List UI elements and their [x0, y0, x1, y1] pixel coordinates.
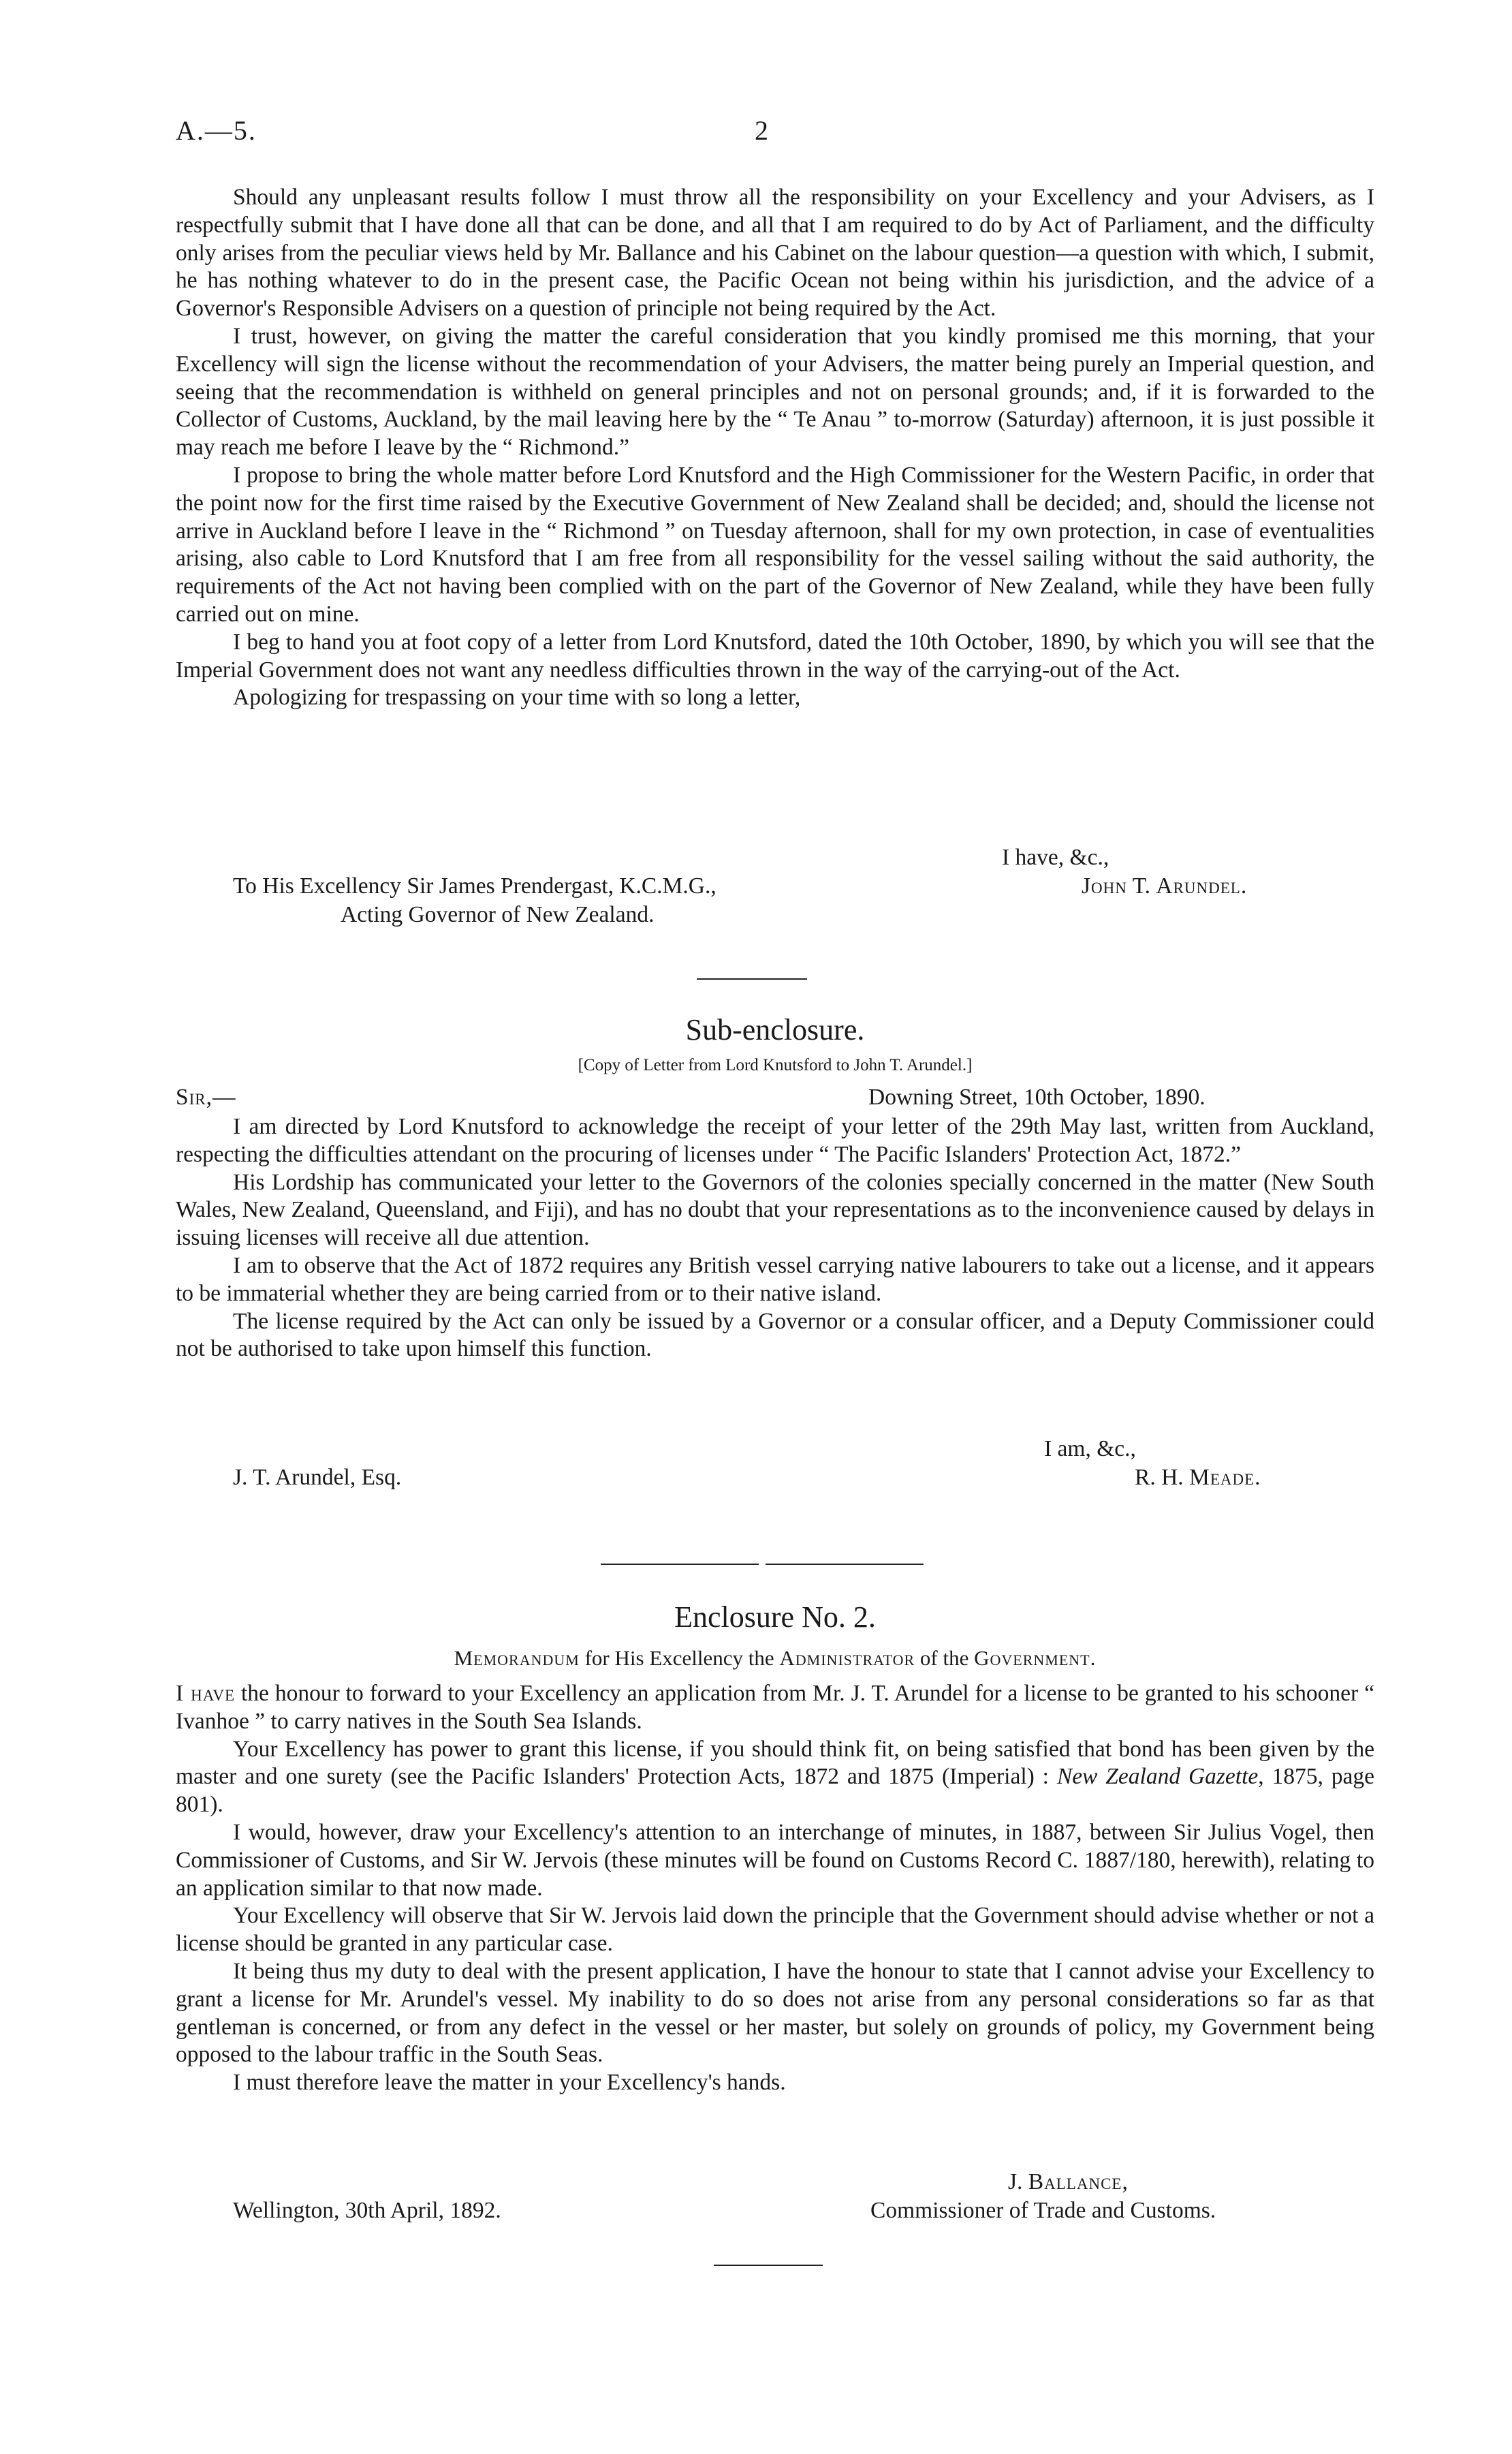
memo-signature: J. Ballance, [1008, 2169, 1129, 2194]
letter-signoff [176, 845, 1374, 931]
letter-addressee-title: Acting Governor of New Zealand. [341, 902, 655, 927]
enclosure-title: Enclosure No. 2. [674, 1600, 876, 1634]
sub-enclosure-closing: I am, &c., [1044, 1436, 1136, 1461]
memo-paragraph: I must therefore leave the matter in your Excellency's hands. [233, 2070, 786, 2096]
letter-paragraph: Should any unpleasant results follow I must throw all the responsibility on your Excellency and your Advisers, as I respectfully submit that I have done all that can be done, and all that I am required to do by Act of Parliament, and the difficulty only arises from the peculiar views held by Mr. Ballance and his Cabinet on the labour question—a question with which, I submit, he has nothing whatever to do in the present case, the Pacific Ocean not being within his jurisdiction, and the advice of a Governor's Responsible Advisers on a question of principle not being required by the Act. [176, 185, 1374, 322]
memo-paragraph: It being thus my duty to deal with the present application, I have the honour to state that I cannot advise your Excellency to grant a license for Mr. Arundel's vessel. My inability to do so does not arise from any personal considerations so far as that gentleman is concerned, or from any defect in the vessel or her master, but solely on grounds of policy, my Government being opposed to the labour traffic in the South Seas. [176, 1958, 1374, 2068]
letter-signature: John T. Arundel. [1082, 873, 1248, 899]
memo-paragraph: I have the honour to forward to your Excellency an application from Mr. J. T. Arundel for a license to be granted to his schooner “ Ivanhoe ” to carry natives in the South Sea Islands. [176, 1681, 1374, 1734]
document-reference: A.—5. [176, 115, 257, 146]
memo-paragraph: Your Excellency has power to grant this license, if you should think fit, on being satisfied that bond has been given by the master and one surety (see the Pacific Islanders' Protection Acts, 1872 and 1875 (Imperial) : New Zealand Gazette, 1875, page 801). [176, 1736, 1375, 1818]
sub-enclosure-addressee: J. T. Arundel, Esq. [233, 1465, 402, 1490]
sub-enclosure-signature: R. H. Meade. [1135, 1465, 1261, 1490]
enclosure-body [176, 1680, 1374, 2097]
letter-paragraph: Apologizing for trespassing on your time with so long a letter, [233, 685, 801, 711]
sub-enclosure-date: Downing Street, 10th October, 1890. [868, 1085, 1206, 1110]
sub-enclosure-paragraph: I am to observe that the Act of 1872 requires any British vessel carrying native labourers to take out a license, and it appears to be immaterial whether they are being carried from or to their native island. [176, 1252, 1374, 1306]
memo-place-date: Wellington, 30th April, 1892. [233, 2198, 501, 2223]
sub-enclosure-paragraph: I am directed by Lord Knutsford to acknowledge the receipt of your letter of the 29th May last, written from Auckland, respecting the difficulties attendant on the procuring of licenses under “ The Pacific Islanders' Protection Act, 1872.” [176, 1114, 1374, 1167]
memorandum-title: Memorandum for His Excellency the Administrator of the Government. [454, 1646, 1097, 1670]
sub-enclosure-title: Sub-enclosure. [685, 1013, 865, 1046]
sub-enclosure-paragraph: His Lordship has communicated your letter to the Governors of the colonies specially concerned in the matter (New South Wales, New Zealand, Queensland, and Fiji), and has no doubt that your representations as to the inconvenience caused by delays in issuing licenses will receive all due attention. [176, 1169, 1374, 1251]
letter-body [176, 184, 1374, 712]
memo-paragraph: I would, however, draw your Excellency's attention to an interchange of minutes, in 1887, between Sir Julius Vogel, then Commissioner of Customs, and Sir W. Jervois (these minutes will be found on Customs Record C. 1887/180, herewith), relating to an application similar to that now made. [176, 1819, 1374, 1901]
sub-enclosure-signoff [176, 1436, 1374, 1493]
section-divider [601, 1564, 759, 1565]
section-divider [697, 978, 807, 980]
enclosure-signoff [176, 2169, 1374, 2226]
letter-addressee: To His Excellency Sir James Prendergast, K.C.M.G., [233, 873, 716, 899]
sub-enclosure-body [176, 1113, 1374, 1363]
section-divider [766, 1564, 924, 1565]
letter-paragraph: I propose to bring the whole matter before Lord Knutsford and the High Commissioner for the Western Pacific, in order that the point now for the first time raised by the Executive Government of New Zealand shall be decided; and, should the license not arrive in Auckland before I leave in the “ Richmond ” on Tuesday afternoon, shall for my own protection, in case of eventualities arising, also cable to Lord Knutsford that I am free from all responsibility for the vessel sailing without the said authority, the requirements of the Act not having been complied with on the part of the Governor of New Zealand, while they have been fully carried out on mine. [176, 462, 1374, 627]
memo-paragraph: Your Excellency will observe that Sir W. Jervois laid down the principle that the Government should advise whether or not a license should be granted in any particular case. [176, 1903, 1374, 1957]
letter-paragraph: I trust, however, on giving the matter the careful consideration that you kindly promised me this morning, that your Excellency will sign the license without the recommendation of your Advisers, the matter being purely an Imperial question, and seeing that the recommendation is withheld on general principles and not on personal grounds; and, if it is forwarded to the Collector of Customs, Auckland, by the mail leaving here by the “ Te Anau ” to-morrow (Saturday) afternoon, it is just possible it may reach me before I leave by the “ Richmond.” [176, 323, 1374, 461]
salutation: Sir,— [176, 1085, 236, 1110]
letter-closing: I have, &c., [1002, 845, 1109, 870]
section-divider [714, 2265, 823, 2266]
letter-paragraph: I beg to hand you at foot copy of a letter from Lord Knutsford, dated the 10th October, 1890, by which you will see that the Imperial Government does not want any needless difficulties thrown in the way of the carrying-out of the Act. [176, 629, 1374, 683]
sub-enclosure-header [176, 1085, 1374, 1113]
sub-enclosure-paragraph: The license required by the Act can only be issued by a Governor or a consular officer, and a Deputy Commissioner could not be authorised to take upon himself this function. [176, 1308, 1374, 1362]
page-number: 2 [755, 115, 768, 146]
memo-signatory-title: Commissioner of Trade and Customs. [870, 2198, 1216, 2223]
sub-enclosure-note: [Copy of Letter from Lord Knutsford to John T. Arundel.] [578, 1056, 973, 1074]
page-header [176, 114, 1374, 155]
